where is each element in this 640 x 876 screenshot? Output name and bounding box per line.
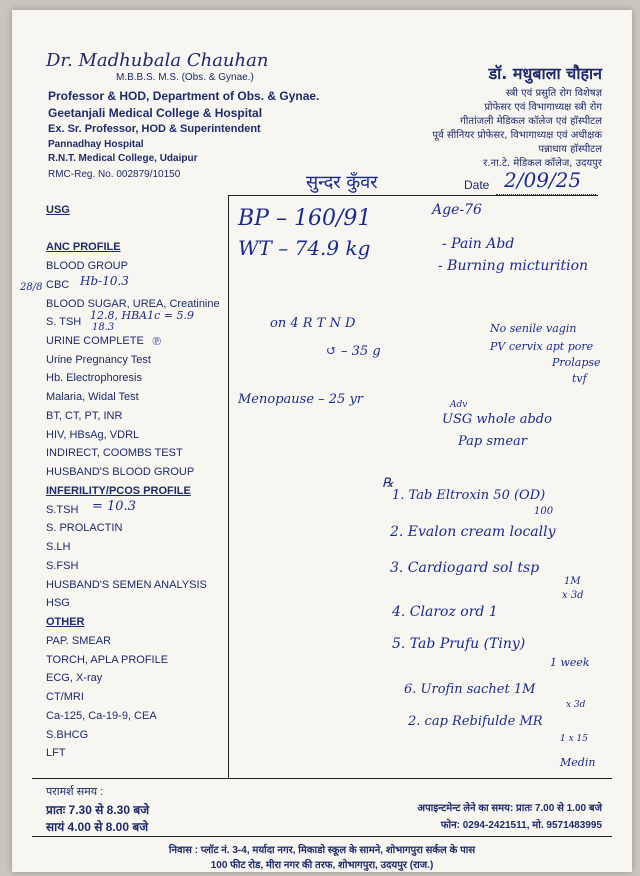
usg-label: USG xyxy=(46,204,70,216)
exam-note-4: tvf xyxy=(572,372,587,385)
phone-number: फोन: 0294-2421511, मो. 9571483995 xyxy=(440,820,602,831)
exam-note-1: No senile vagin xyxy=(490,322,577,335)
rx-line-6: 6. Urofin sachet 1M xyxy=(404,682,536,697)
rx-line-4: 4. Claroz ord 1 xyxy=(392,604,498,620)
cbc-label: CBC xyxy=(46,279,70,291)
rx-line-4-sub: x 3d xyxy=(562,590,584,601)
blood-group-label: BLOOD GROUP xyxy=(46,260,128,272)
doctor-degrees: M.B.B.S. M.S. (Obs. & Gynae.) xyxy=(116,72,254,83)
header-hindi xyxy=(432,62,602,169)
s-tsh2-label: S.TSH xyxy=(46,504,79,516)
advice-1: USG whole abdo xyxy=(442,412,552,427)
history-on-line: on 4 R T N D xyxy=(270,316,356,331)
prescription-sheet xyxy=(12,10,632,872)
semen-analysis-label: HUSBAND'S SEMEN ANALYSIS xyxy=(46,579,207,591)
rx-line-1-sub: 100 xyxy=(534,506,554,517)
weight: WT – 74.9 kg xyxy=(238,236,371,260)
ecg-xray-label: ECG, X-ray xyxy=(46,672,103,684)
rx-line-2: 2. Evalon cream locally xyxy=(390,524,556,540)
hi-line-2: प्रोफेसर एवं विभागाध्यक्ष स्त्री रोग xyxy=(484,102,602,113)
hi-line-6: र.ना.टे. मेडिकल कॉलेज, उदयपुर xyxy=(483,158,602,169)
age: Age-76 xyxy=(432,202,482,218)
margin-number: 28/8 xyxy=(20,282,43,293)
appointment-time: अपाइन्टमेन्ट लेने का समय: प्रातः 7.00 से 1.00 बजे xyxy=(417,803,602,814)
address-divider xyxy=(32,836,612,837)
rx-line-6-sub: x 3d xyxy=(566,700,586,710)
hi-line-5: पन्नाधाय हॉस्पीटल xyxy=(538,144,602,155)
urine-mark: ℗ xyxy=(152,334,162,348)
rx-line-7: 2. cap Rebifulde MR xyxy=(408,714,543,729)
blood-sugar-label: BLOOD SUGAR, UREA, Creatinine xyxy=(46,298,220,310)
doctor-name-hi: डॉ. मधुबाला चौहान xyxy=(488,64,602,83)
consult-label: परामर्श समय : xyxy=(46,786,104,798)
rx-line-7-sub: 1 x 15 xyxy=(560,734,588,744)
anc-profile-heading: ANC PROFILE xyxy=(46,241,121,253)
rx-line-8: Medin xyxy=(560,756,596,769)
urine-pregnancy-label: Urine Pregnancy Test xyxy=(46,354,151,366)
address-line-1: निवास : प्लॉट नं. 3-4, मर्यादा नगर, मिकाडो स्कूल के सामने, शोभागपुरा सर्कल के पास xyxy=(168,845,476,856)
header-line-5: R.N.T. Medical College, Udaipur xyxy=(48,153,198,164)
header-line-3: Ex. Sr. Professor, HOD & Superintendent xyxy=(48,123,261,135)
patient-name: सुन्दर कुँवर xyxy=(306,172,378,193)
rx-line-3-sub: 1M xyxy=(564,576,581,587)
hiv-hbsag-label: HIV, HBsAg, VDRL xyxy=(46,429,140,441)
hi-line-4: पूर्व सीनियर प्रोफेसर, विभागाध्यक्ष एवं अधीक्षक xyxy=(432,130,602,141)
infertility-heading: INFERILITY/PCOS PROFILE xyxy=(46,485,191,497)
slh-label: S.LH xyxy=(46,541,71,553)
blood-pressure: BP – 160/91 xyxy=(238,206,372,231)
complaint-2: - Burning micturition xyxy=(438,258,589,274)
consult-morning: प्रातः 7.30 से 8.30 बजे xyxy=(46,803,150,817)
header-line-2: Geetanjali Medical College & Hospital xyxy=(48,106,263,120)
header-divider xyxy=(228,195,598,196)
pap-smear-label: PAP. SMEAR xyxy=(46,635,112,647)
rx-line-1: 1. Tab Eltroxin 50 (OD) xyxy=(392,488,546,503)
s-tsh-label: S. TSH xyxy=(46,316,82,328)
rx-line-5-sub: 1 week xyxy=(550,656,590,669)
rx-symbol: ℞ xyxy=(382,476,394,491)
address-line-2: 100 फीट रोड, मीरा नगर की तरफ, शोभागपुरा, उदयपुर (राज.) xyxy=(210,860,434,871)
hb-electrophoresis-label: Hb. Electrophoresis xyxy=(46,372,142,384)
consult-evening: सायं 4.00 से 8.00 बजे xyxy=(46,820,149,834)
header-line-1: Professor & HOD, Department of Obs. & Gynae. xyxy=(48,89,320,103)
menopause-note: Menopause – 25 yr xyxy=(238,392,364,407)
husband-blood-group-label: HUSBAND'S BLOOD GROUP xyxy=(46,466,195,478)
date-label: Date xyxy=(464,178,490,192)
malaria-widal-label: Malaria, Widal Test xyxy=(46,391,139,403)
date-value: 2/09/25 xyxy=(504,168,582,192)
exam-note-3: Prolapse xyxy=(552,356,601,369)
hi-line-1: स्त्री एवं प्रसुति रोग विशेषज्ञ xyxy=(506,88,602,99)
lft-label: LFT xyxy=(46,747,66,759)
coombs-test-label: INDIRECT, COOMBS TEST xyxy=(46,447,183,459)
other-heading: OTHER xyxy=(46,616,85,628)
advice-2: Pap smear xyxy=(458,434,528,449)
infertility-tsh-value: = 10.3 xyxy=(92,499,136,514)
bt-ct-pt-inr-label: BT, CT, PT, INR xyxy=(46,410,123,422)
rmc-reg-no: RMC-Reg. No. 002879/10150 xyxy=(48,169,181,180)
advice-label: Adv xyxy=(450,400,468,410)
hi-line-3: गीतांजली मेडिकल कॉलेज एवं हॉस्पीटल xyxy=(460,116,602,127)
rx-line-5: 5. Tab Prufu (Tiny) xyxy=(392,636,526,652)
cbc-value: Hb-10.3 xyxy=(80,274,129,288)
hsg-label: HSG xyxy=(46,597,70,609)
doctor-name-en: Dr. Madhubala Chauhan xyxy=(46,50,269,71)
ca125-label: Ca-125, Ca-19-9, CEA xyxy=(46,710,157,722)
urine-complete-label: URINE COMPLETE xyxy=(46,335,144,347)
complaint-1: - Pain Abd xyxy=(442,236,515,252)
rx-line-3: 3. Cardiogard sol tsp xyxy=(390,560,540,576)
tsh-sub-value: 18.3 xyxy=(92,322,115,333)
sfsh-label: S.FSH xyxy=(46,560,79,572)
footer-divider xyxy=(32,778,612,779)
exam-note-2: PV cervix apt pore xyxy=(490,340,594,353)
ct-mri-label: CT/MRI xyxy=(46,691,84,703)
torch-apla-label: TORCH, APLA PROFILE xyxy=(46,654,169,666)
prolactin-label: S. PROLACTIN xyxy=(46,522,123,534)
column-divider xyxy=(228,195,229,779)
history-mid-line: ↺ – 35 g xyxy=(326,344,381,359)
sbhcg-label: S.BHCG xyxy=(46,729,89,741)
tsh-value: 12.8, HBA1c = 5.9 xyxy=(90,309,194,322)
header-line-4: Pannadhay Hospital xyxy=(48,139,144,150)
